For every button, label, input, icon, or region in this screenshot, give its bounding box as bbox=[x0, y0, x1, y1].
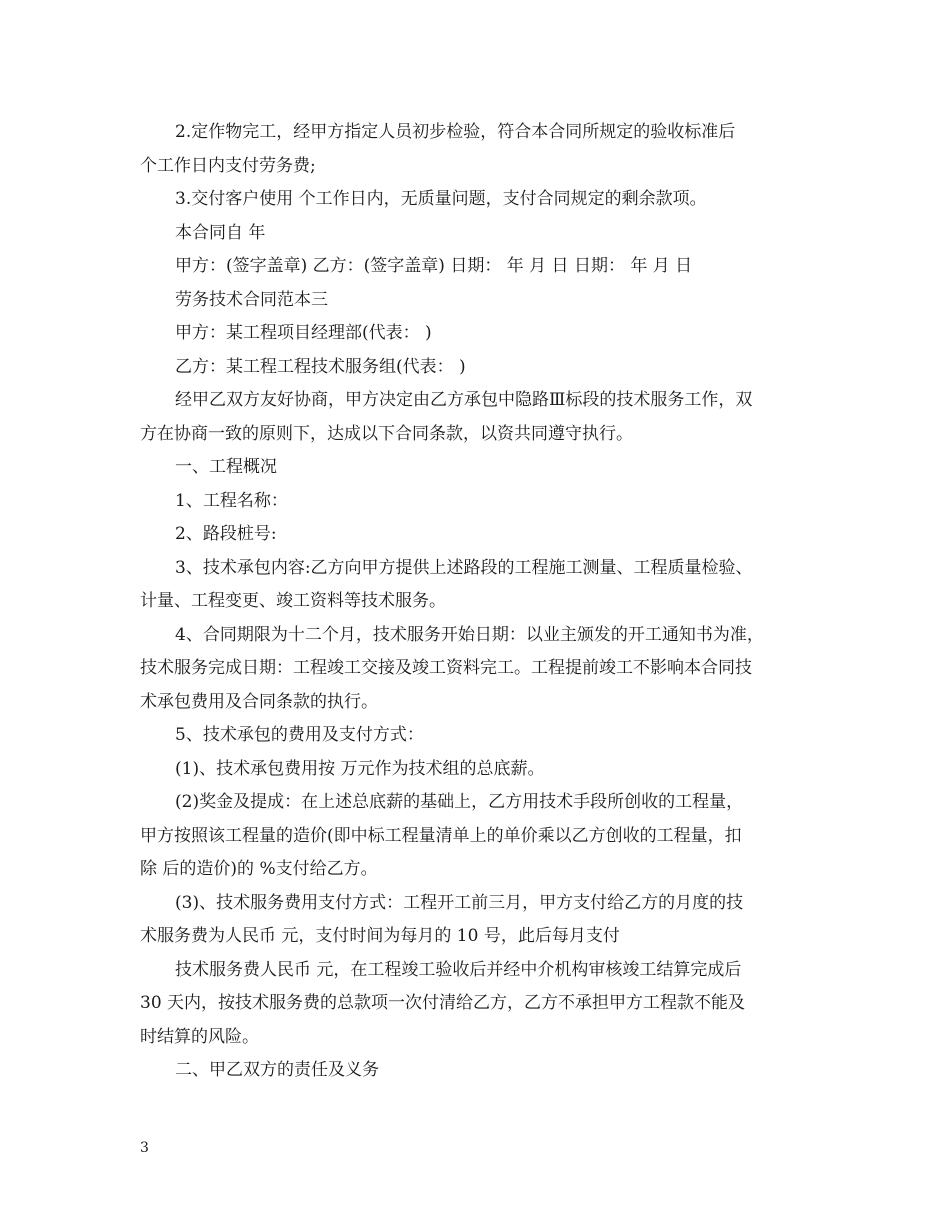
text-line: 2.定作物完工，经甲方指定人员初步检验，符合本合同所规定的验收标准后 bbox=[175, 122, 736, 142]
text-line: 技术服务费人民币 元，在工程竣工验收后并经中介机构审核竣工结算完成后 bbox=[175, 959, 742, 980]
text-line: 甲方：某工程项目经理部(代表： ) bbox=[175, 323, 432, 343]
text-line: 1、工程名称： bbox=[175, 490, 288, 511]
text-line: 乙方：某工程工程技术服务组(代表： ) bbox=[175, 356, 466, 377]
text-line: 除 后的造价)的 %支付给乙方。 bbox=[140, 859, 378, 879]
text-line: 一、工程概况 bbox=[175, 457, 277, 477]
text-line: 本合同自 年 bbox=[175, 222, 266, 243]
text-line: 个工作日内支付劳务费; bbox=[140, 155, 316, 176]
text-line: 2、路段桩号: bbox=[175, 524, 277, 544]
text-line: 经甲乙双方友好协商，甲方决定由乙方承包中隐路Ⅲ标段的技术服务工作，双 bbox=[175, 390, 753, 410]
text-line: 30 天内，按技术服务费的总款项一次付清给乙方，乙方不承担甲方工程款不能及 bbox=[140, 993, 746, 1013]
text-line: 技术服务完成日期：工程竣工交接及竣工资料完工。工程提前竣工不影响本合同技 bbox=[140, 658, 752, 678]
text-line: 3、技术承包内容:乙方向甲方提供上述路段的工程施工测量、工程质量检验、 bbox=[175, 557, 753, 578]
text-line: 5、技术承包的费用及支付方式： bbox=[175, 725, 424, 745]
text-line: 术承包费用及合同条款的执行。 bbox=[140, 691, 378, 712]
text-line: 计量、工程变更、竣工资料等技术服务。 bbox=[140, 591, 446, 611]
text-line: 3.交付客户使用 个工作日内，无质量问题，支付合同规定的剩余款项。 bbox=[175, 189, 707, 209]
text-line: 术服务费为人民币 元，支付时间为每月的 10 号，此后每月支付 bbox=[140, 926, 620, 946]
text-line: (1)、技术承包费用按 万元作为技术组的总底薪。 bbox=[175, 758, 545, 779]
page-number: 3 bbox=[140, 1140, 149, 1156]
text-line: 劳务技术合同范本三 bbox=[175, 289, 328, 310]
text-line: 甲方：(签字盖章) 乙方：(签字盖章) 日期： 年 月 日 日期： 年 月 日 bbox=[175, 256, 693, 276]
document-body bbox=[140, 116, 810, 1088]
text-line: (2)奖金及提成：在上述总底薪的基础上，乙方用技术手段所创收的工程量， bbox=[175, 792, 744, 812]
text-line: (3)、技术服务费用支付方式：工程开工前三月，甲方支付给乙方的月度的技 bbox=[175, 892, 744, 913]
text-line: 二、甲乙双方的责任及义务 bbox=[175, 1060, 379, 1080]
text-line: 方在协商一致的原则下，达成以下合同条款，以资共同遵守执行。 bbox=[140, 423, 633, 444]
text-line: 甲方按照该工程量的造价(即中标工程量清单上的单价乘以乙方创收的工程量，扣 bbox=[140, 825, 742, 846]
text-line: 4、合同期限为十二个月，技术服务开始日期：以业主颁发的开工通知书为准， bbox=[175, 624, 764, 645]
text-line: 时结算的风险。 bbox=[140, 1026, 259, 1047]
